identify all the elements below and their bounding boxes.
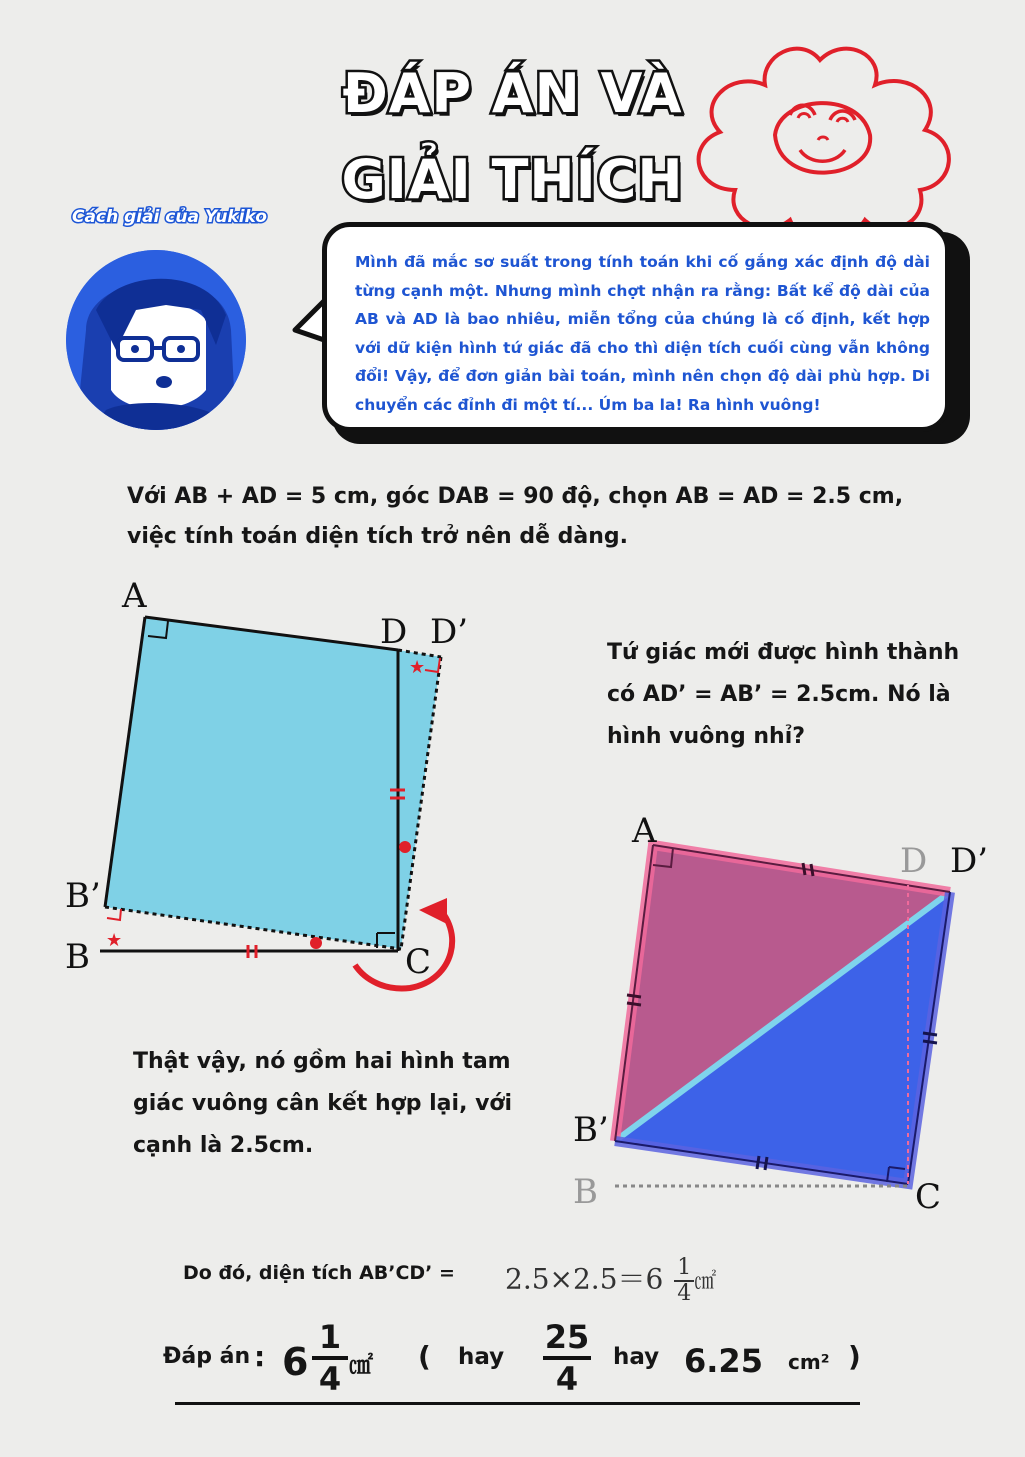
area-formula-label: Do đó, diện tích AB’CD’ = <box>183 1262 455 1284</box>
flower-doodle-icon <box>670 40 970 240</box>
note-left <box>133 1041 512 1167</box>
yukiko-avatar <box>66 250 246 430</box>
answer-close-paren: ) <box>848 1340 861 1373</box>
answer-open-paren: ( <box>418 1340 431 1373</box>
answer-alt-den: 4 <box>555 1360 579 1398</box>
fig2-label-B-prime: B’ <box>573 1110 609 1150</box>
figure-1-diagram <box>55 570 475 1010</box>
fig1-label-B-prime: B’ <box>65 876 101 916</box>
fig2-label-D-prime: D’ <box>950 841 989 881</box>
fig1-label-A: A <box>122 576 147 616</box>
figure-2-diagram <box>565 805 1005 1220</box>
answer-or-1: hay <box>458 1344 505 1370</box>
fig1-label-D: D <box>380 612 408 652</box>
yukiko-portrait-icon <box>66 250 246 430</box>
intro-line-1: Với AB + AD = 5 cm, góc DAB = 90 độ, chọn AB = AD = 2.5 cm, <box>127 484 904 509</box>
area-formula-num: 1 <box>674 1256 694 1282</box>
answer-decimal: 6.25 <box>684 1342 763 1380</box>
fig1-label-C: C <box>405 942 432 982</box>
fig2-label-B: B <box>573 1172 598 1212</box>
note-left-line-3: cạnh là 2.5cm. <box>133 1133 314 1158</box>
svg-text:★: ★ <box>409 657 426 678</box>
answer-or-2: hay <box>613 1344 660 1370</box>
answer-decimal-unit: cm² <box>788 1350 830 1374</box>
note-left-line-2: giác vuông cân kết hợp lại, với <box>133 1091 513 1116</box>
yukiko-caption: Cách giải của Yukiko <box>72 207 267 227</box>
answer-alt-num: 25 <box>544 1318 590 1356</box>
note-right-line-2: có AD’ = AB’ = 2.5cm. Nó là <box>607 682 951 707</box>
note-right <box>607 632 959 758</box>
page-title-line-2: GIẢI THÍCH <box>341 148 684 211</box>
answer-colon: : <box>254 1340 266 1373</box>
fig2-label-D: D <box>900 841 928 881</box>
answer-label: Đáp án <box>163 1344 251 1369</box>
intro-text <box>127 477 903 557</box>
fig1-label-B: B <box>65 937 90 977</box>
note-right-line-1: Tứ giác mới được hình thành <box>607 640 960 665</box>
svg-text:★: ★ <box>106 930 123 951</box>
area-formula-unit: ㎠ <box>694 1269 717 1295</box>
answer-num: 1 <box>318 1318 342 1356</box>
note-right-line-3: hình vuông nhỉ? <box>607 724 805 749</box>
fig2-label-A: A <box>632 811 657 851</box>
note-left-line-1: Thật vậy, nó gồm hai hình tam <box>133 1049 511 1074</box>
fig1-label-D-prime: D’ <box>430 612 469 652</box>
area-formula-den: 4 <box>677 1281 692 1306</box>
intro-line-2: việc tính toán diện tích trở nên dễ dàng. <box>127 524 629 549</box>
answer-fraction <box>312 1318 348 1398</box>
answer-underline <box>175 1402 860 1405</box>
answer-den: 4 <box>318 1360 342 1398</box>
area-formula-expr: 2.5×2.5＝6 <box>505 1262 664 1296</box>
speech-text: Mình đã mắc sơ suất trong tính toán khi cố gắng xác định độ dài từng cạnh một. Nhưng mình chợt nhận ra rằng: Bất kể độ dài của AB và AD là bao nhiêu, miễn tổng của chúng là cố định, kết hợp với dữ kiện hình tứ giác đã cho thì diện tích cuối cùng vẫn không đổi! Vậy, để đơn giản bài toán, mình nên chọn độ dài phù hợp. Di chuyển các đỉnh đi một tí... Úm ba la! Ra hình vuông! <box>355 253 930 414</box>
answer-whole: 6 <box>282 1340 309 1384</box>
answer-unit: ㎠ <box>349 1351 373 1379</box>
page-title-line-1: ĐÁP ÁN VÀ <box>342 62 683 125</box>
area-formula <box>505 1256 716 1306</box>
fig2-label-C: C <box>915 1177 942 1217</box>
answer-alt-fraction <box>543 1318 591 1398</box>
